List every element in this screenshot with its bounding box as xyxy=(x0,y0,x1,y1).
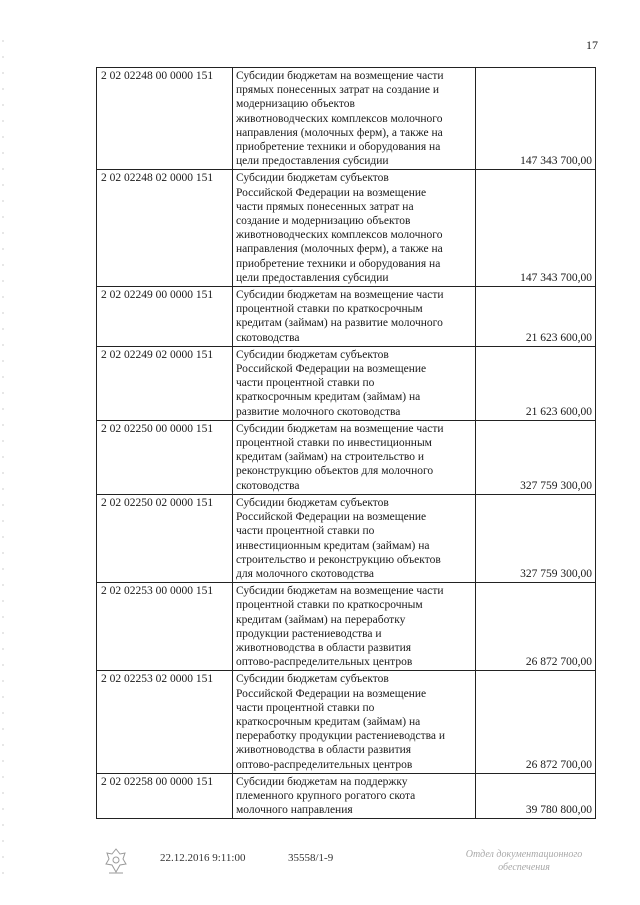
description-line: Субсидии бюджетам на возмещение части xyxy=(236,422,444,435)
department-stamp xyxy=(444,848,604,874)
table-row xyxy=(97,346,596,420)
description-line: Российской Федерации на возмещение xyxy=(236,363,427,376)
revenue-description xyxy=(233,68,476,170)
description-line: направления (молочных ферм), а также на xyxy=(236,243,443,256)
revenue-description xyxy=(233,346,476,420)
classification-code: 2 02 02249 00 0000 151 xyxy=(97,287,233,347)
classification-code: 2 02 02248 02 0000 151 xyxy=(97,170,233,287)
revenue-description xyxy=(233,287,476,347)
classification-code: 2 02 02253 00 0000 151 xyxy=(97,583,233,671)
description-line: части процентной ставки по xyxy=(236,701,375,714)
description-line: приобретение техники и оборудования на xyxy=(236,141,441,154)
description-line: продукции растениеводства и xyxy=(236,627,382,640)
description-line: переработку продукции растениеводства и xyxy=(236,730,446,743)
description-line: создание и модернизацию объектов xyxy=(236,215,411,228)
footer-document-number: 35558/1-9 xyxy=(288,852,334,864)
amount-value: 21 623 600,00 xyxy=(476,287,596,347)
amount-value: 147 343 700,00 xyxy=(476,68,596,170)
table-row xyxy=(97,287,596,347)
classification-code: 2 02 02250 02 0000 151 xyxy=(97,494,233,582)
classification-code: 2 02 02248 00 0000 151 xyxy=(97,68,233,170)
page-number: 17 xyxy=(586,38,598,52)
description-line: скотоводства xyxy=(236,479,300,492)
page-edge-scan-mark xyxy=(0,0,6,905)
description-line: приобретение техники и оборудования на xyxy=(236,257,441,270)
revenue-description xyxy=(233,583,476,671)
classification-code: 2 02 02249 02 0000 151 xyxy=(97,346,233,420)
description-line: развитие молочного скотоводства xyxy=(236,405,401,418)
emblem-icon xyxy=(103,846,129,876)
revenue-description xyxy=(233,671,476,773)
description-line: инвестиционным кредитам (займам) на xyxy=(236,539,430,552)
table-row xyxy=(97,420,596,494)
description-line: части процентной ставки по xyxy=(236,525,375,538)
description-line: оптово-распределительных центров xyxy=(236,656,413,669)
revenue-description xyxy=(233,170,476,287)
amount-value: 147 343 700,00 xyxy=(476,170,596,287)
description-line: для молочного скотоводства xyxy=(236,567,375,580)
revenue-description xyxy=(233,420,476,494)
description-line: животноводческих комплексов молочного xyxy=(236,112,443,125)
description-line: молочного направления xyxy=(236,804,353,817)
table-row xyxy=(97,773,596,819)
amount-value: 39 780 800,00 xyxy=(476,773,596,819)
table-row xyxy=(97,671,596,773)
description-line: Субсидии бюджетам субъектов xyxy=(236,496,389,509)
amount-value: 327 759 300,00 xyxy=(476,420,596,494)
table-row xyxy=(97,583,596,671)
description-line: процентной ставки по краткосрочным xyxy=(236,303,423,316)
description-line: прямых понесенных затрат на создание и xyxy=(236,84,439,97)
table-row xyxy=(97,494,596,582)
description-line: оптово-распределительных центров xyxy=(236,758,413,771)
description-line: Субсидии бюджетам на возмещение части xyxy=(236,585,444,598)
revenue-description xyxy=(233,773,476,819)
classification-code: 2 02 02250 00 0000 151 xyxy=(97,420,233,494)
description-line: цели предоставления субсидии xyxy=(236,155,389,168)
amount-value: 327 759 300,00 xyxy=(476,494,596,582)
table-row xyxy=(97,68,596,170)
description-line: направления (молочных ферм), а также на xyxy=(236,126,443,139)
description-line: Субсидии бюджетам субъектов xyxy=(236,348,389,361)
description-line: цели предоставления субсидии xyxy=(236,271,389,284)
description-line: Российской Федерации на возмещение xyxy=(236,186,427,199)
footer-date: 22.12.2016 9:11:00 xyxy=(160,852,246,864)
amount-value: 21 623 600,00 xyxy=(476,346,596,420)
description-line: Российской Федерации на возмещение xyxy=(236,511,427,524)
description-line: Субсидии бюджетам на поддержку xyxy=(236,775,408,788)
stamp-line: Отдел документационного xyxy=(465,849,583,860)
budget-revenue-table xyxy=(96,67,596,819)
description-line: краткосрочным кредитам (займам) на xyxy=(236,715,421,728)
description-line: животноводческих комплексов молочного xyxy=(236,229,443,242)
description-line: Субсидии бюджетам субъектов xyxy=(236,673,389,686)
description-line: Российской Федерации на возмещение xyxy=(236,687,427,700)
description-line: кредитам (займам) на развитие молочного xyxy=(236,317,443,330)
description-line: строительство и реконструкцию объектов xyxy=(236,553,441,566)
description-line: Субсидии бюджетам на возмещение части xyxy=(236,289,444,302)
description-line: животноводства в области развития xyxy=(236,744,412,757)
description-line: кредитам (займам) на переработку xyxy=(236,613,406,626)
description-line: краткосрочным кредитам (займам) на xyxy=(236,391,421,404)
stamp-line: обеспечения xyxy=(498,862,550,873)
description-line: животноводства в области развития xyxy=(236,641,412,654)
description-line: Субсидии бюджетам субъектов xyxy=(236,172,389,185)
description-line: племенного крупного рогатого скота xyxy=(236,789,416,802)
description-line: кредитам (займам) на строительство и xyxy=(236,451,425,464)
description-line: части процентной ставки по xyxy=(236,377,375,390)
description-line: реконструкцию объектов для молочного xyxy=(236,465,434,478)
classification-code: 2 02 02258 00 0000 151 xyxy=(97,773,233,819)
description-line: Субсидии бюджетам на возмещение части xyxy=(236,70,444,82)
amount-value: 26 872 700,00 xyxy=(476,583,596,671)
table-row xyxy=(97,170,596,287)
description-line: части прямых понесенных затрат на xyxy=(236,200,414,213)
revenue-description xyxy=(233,494,476,582)
table-body xyxy=(97,68,596,819)
description-line: процентной ставки по краткосрочным xyxy=(236,599,423,612)
description-line: модернизацию объектов xyxy=(236,98,355,111)
classification-code: 2 02 02253 02 0000 151 xyxy=(97,671,233,773)
description-line: скотоводства xyxy=(236,331,300,344)
amount-value: 26 872 700,00 xyxy=(476,671,596,773)
description-line: процентной ставки по инвестиционным xyxy=(236,437,432,450)
